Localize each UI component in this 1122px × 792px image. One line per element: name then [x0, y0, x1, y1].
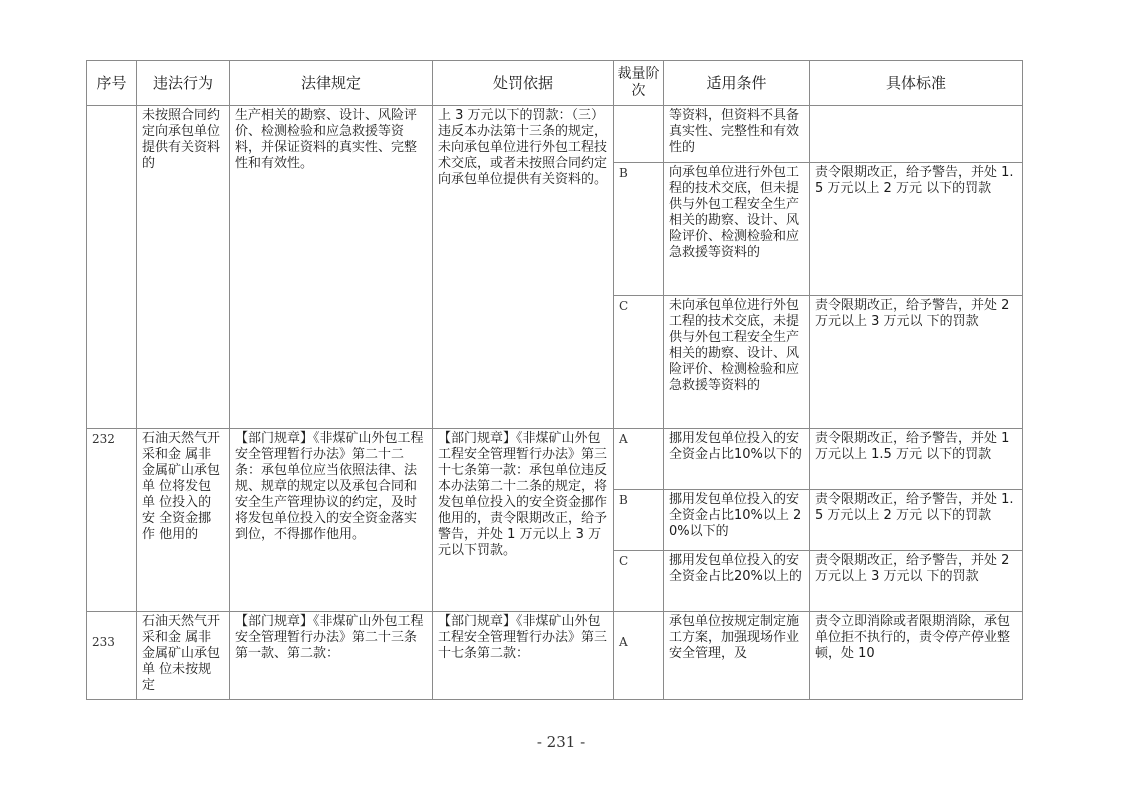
discretion-level-cell: C [614, 296, 664, 429]
applicable-conditions-cell: 承包单位按规定制定施工方案，加强现场作业安全管理，及 [664, 612, 810, 700]
violation-cell: 石油天然气开采和金 属非金属矿山承包单 位未按规定 [137, 612, 230, 700]
penalty-basis-cell: 【部门规章】《非煤矿山外包工程安全管理暂行办法》第三十七条第一款：承包单位违反本办法第二十二条的规定，将发包单位投入的安全资金挪作他用的，责令限期改正，给予警告，并处 1 万元以上 3 万元以下罚款。 [433, 429, 614, 612]
applicable-conditions-cell: 挪用发包单位投入的安全资金占比10%以上 20%以下的 [664, 490, 810, 551]
specific-standard-cell: 责令限期改正，给予警告，并处 2 万元以上 3 万元以 下的罚款 [810, 296, 1023, 429]
penalty-standards-table [86, 60, 1023, 700]
applicable-conditions-cell: 挪用发包单位投入的安全资金占比20%以上的 [664, 551, 810, 612]
page-number: - 231 - [536, 733, 586, 751]
applicable-conditions-cell: 挪用发包单位投入的安全资金占比10%以下的 [664, 429, 810, 490]
header-specific-standard: 具体标准 [810, 61, 1023, 106]
serial-no-cell: 233 [87, 612, 137, 700]
penalty-basis-cell: 【部门规章】《非煤矿山外包工程安全管理暂行办法》第三十七条第二款： [433, 612, 614, 700]
discretion-level-cell: B [614, 163, 664, 296]
serial-no-cell: 232 [87, 429, 137, 612]
specific-standard-cell: 责令立即消除或者限期消除，承包单位拒不执行的，责令停产停业整顿，处 10 [810, 612, 1023, 700]
discretion-level-cell: A [614, 429, 664, 490]
specific-standard-cell [810, 106, 1023, 163]
specific-standard-cell: 责令限期改正，给予警告，并处 1.5 万元以上 2 万元 以下的罚款 [810, 490, 1023, 551]
specific-standard-cell: 责令限期改正，给予警告，并处 2 万元以上 3 万元以 下的罚款 [810, 551, 1023, 612]
violation-cell: 未按照合同约定向承包单位提供有关资料的 [137, 106, 230, 429]
penalty-basis-cell: 上 3 万元以下的罚款：（三）违反本办法第十三条的规定，未向承包单位进行外包工程技术交底，或者未按照合同约定向承包单位提供有关资料的。 [433, 106, 614, 429]
header-serial-no: 序号 [87, 61, 137, 106]
discretion-level-cell [614, 106, 664, 163]
legal-provision-cell: 【部门规章】《非煤矿山外包工程安全管理暂行办法》第二十三条第一款、第二款： [230, 612, 433, 700]
applicable-conditions-cell: 向承包单位进行外包工程的技术交底，但未提供与外包工程安全生产相关的勘察、设计、风险评价、检测检验和应急救援等资料的 [664, 163, 810, 296]
legal-provision-cell: 【部门规章】《非煤矿山外包工程安全管理暂行办法》第二十二条：承包单位应当依照法律、法规、规章的规定以及承包合同和安全生产管理协议的约定，及时将发包单位投入的安全资金落实到位，不得挪作他用。 [230, 429, 433, 612]
header-applicable-conditions: 适用条件 [664, 61, 810, 106]
serial-no-cell [87, 106, 137, 429]
discretion-level-cell: B [614, 490, 664, 551]
applicable-conditions-cell: 未向承包单位进行外包工程的技术交底，未提供与外包工程安全生产相关的勘察、设计、风险评价、检测检验和应急救援等资料的 [664, 296, 810, 429]
violation-cell: 石油天然气开采和金 属非金属矿山承包单 位将发包单 位投入的安 全资金挪作 他用的 [137, 429, 230, 612]
legal-provision-cell: 生产相关的勘察、设计、风险评价、检测检验和应急救援等资料，并保证资料的真实性、完整性和有效性。 [230, 106, 433, 429]
header-violation: 违法行为 [137, 61, 230, 106]
header-discretion-level: 裁量阶次 [614, 61, 664, 106]
discretion-level-cell: A [614, 612, 664, 700]
discretion-level-cell: C [614, 551, 664, 612]
table-row [87, 106, 1023, 163]
specific-standard-cell: 责令限期改正，给予警告，并处 1.5 万元以上 2 万元 以下的罚款 [810, 163, 1023, 296]
applicable-conditions-cell: 等资料，但资料不具备真实性、完整性和有效性的 [664, 106, 810, 163]
header-penalty-basis: 处罚依据 [433, 61, 614, 106]
header-legal-provision: 法律规定 [230, 61, 433, 106]
specific-standard-cell: 责令限期改正，给予警告，并处 1 万元以上 1.5 万元 以下的罚款 [810, 429, 1023, 490]
table-row [87, 429, 1023, 490]
table-row [87, 612, 1023, 700]
header-row [87, 61, 1023, 106]
